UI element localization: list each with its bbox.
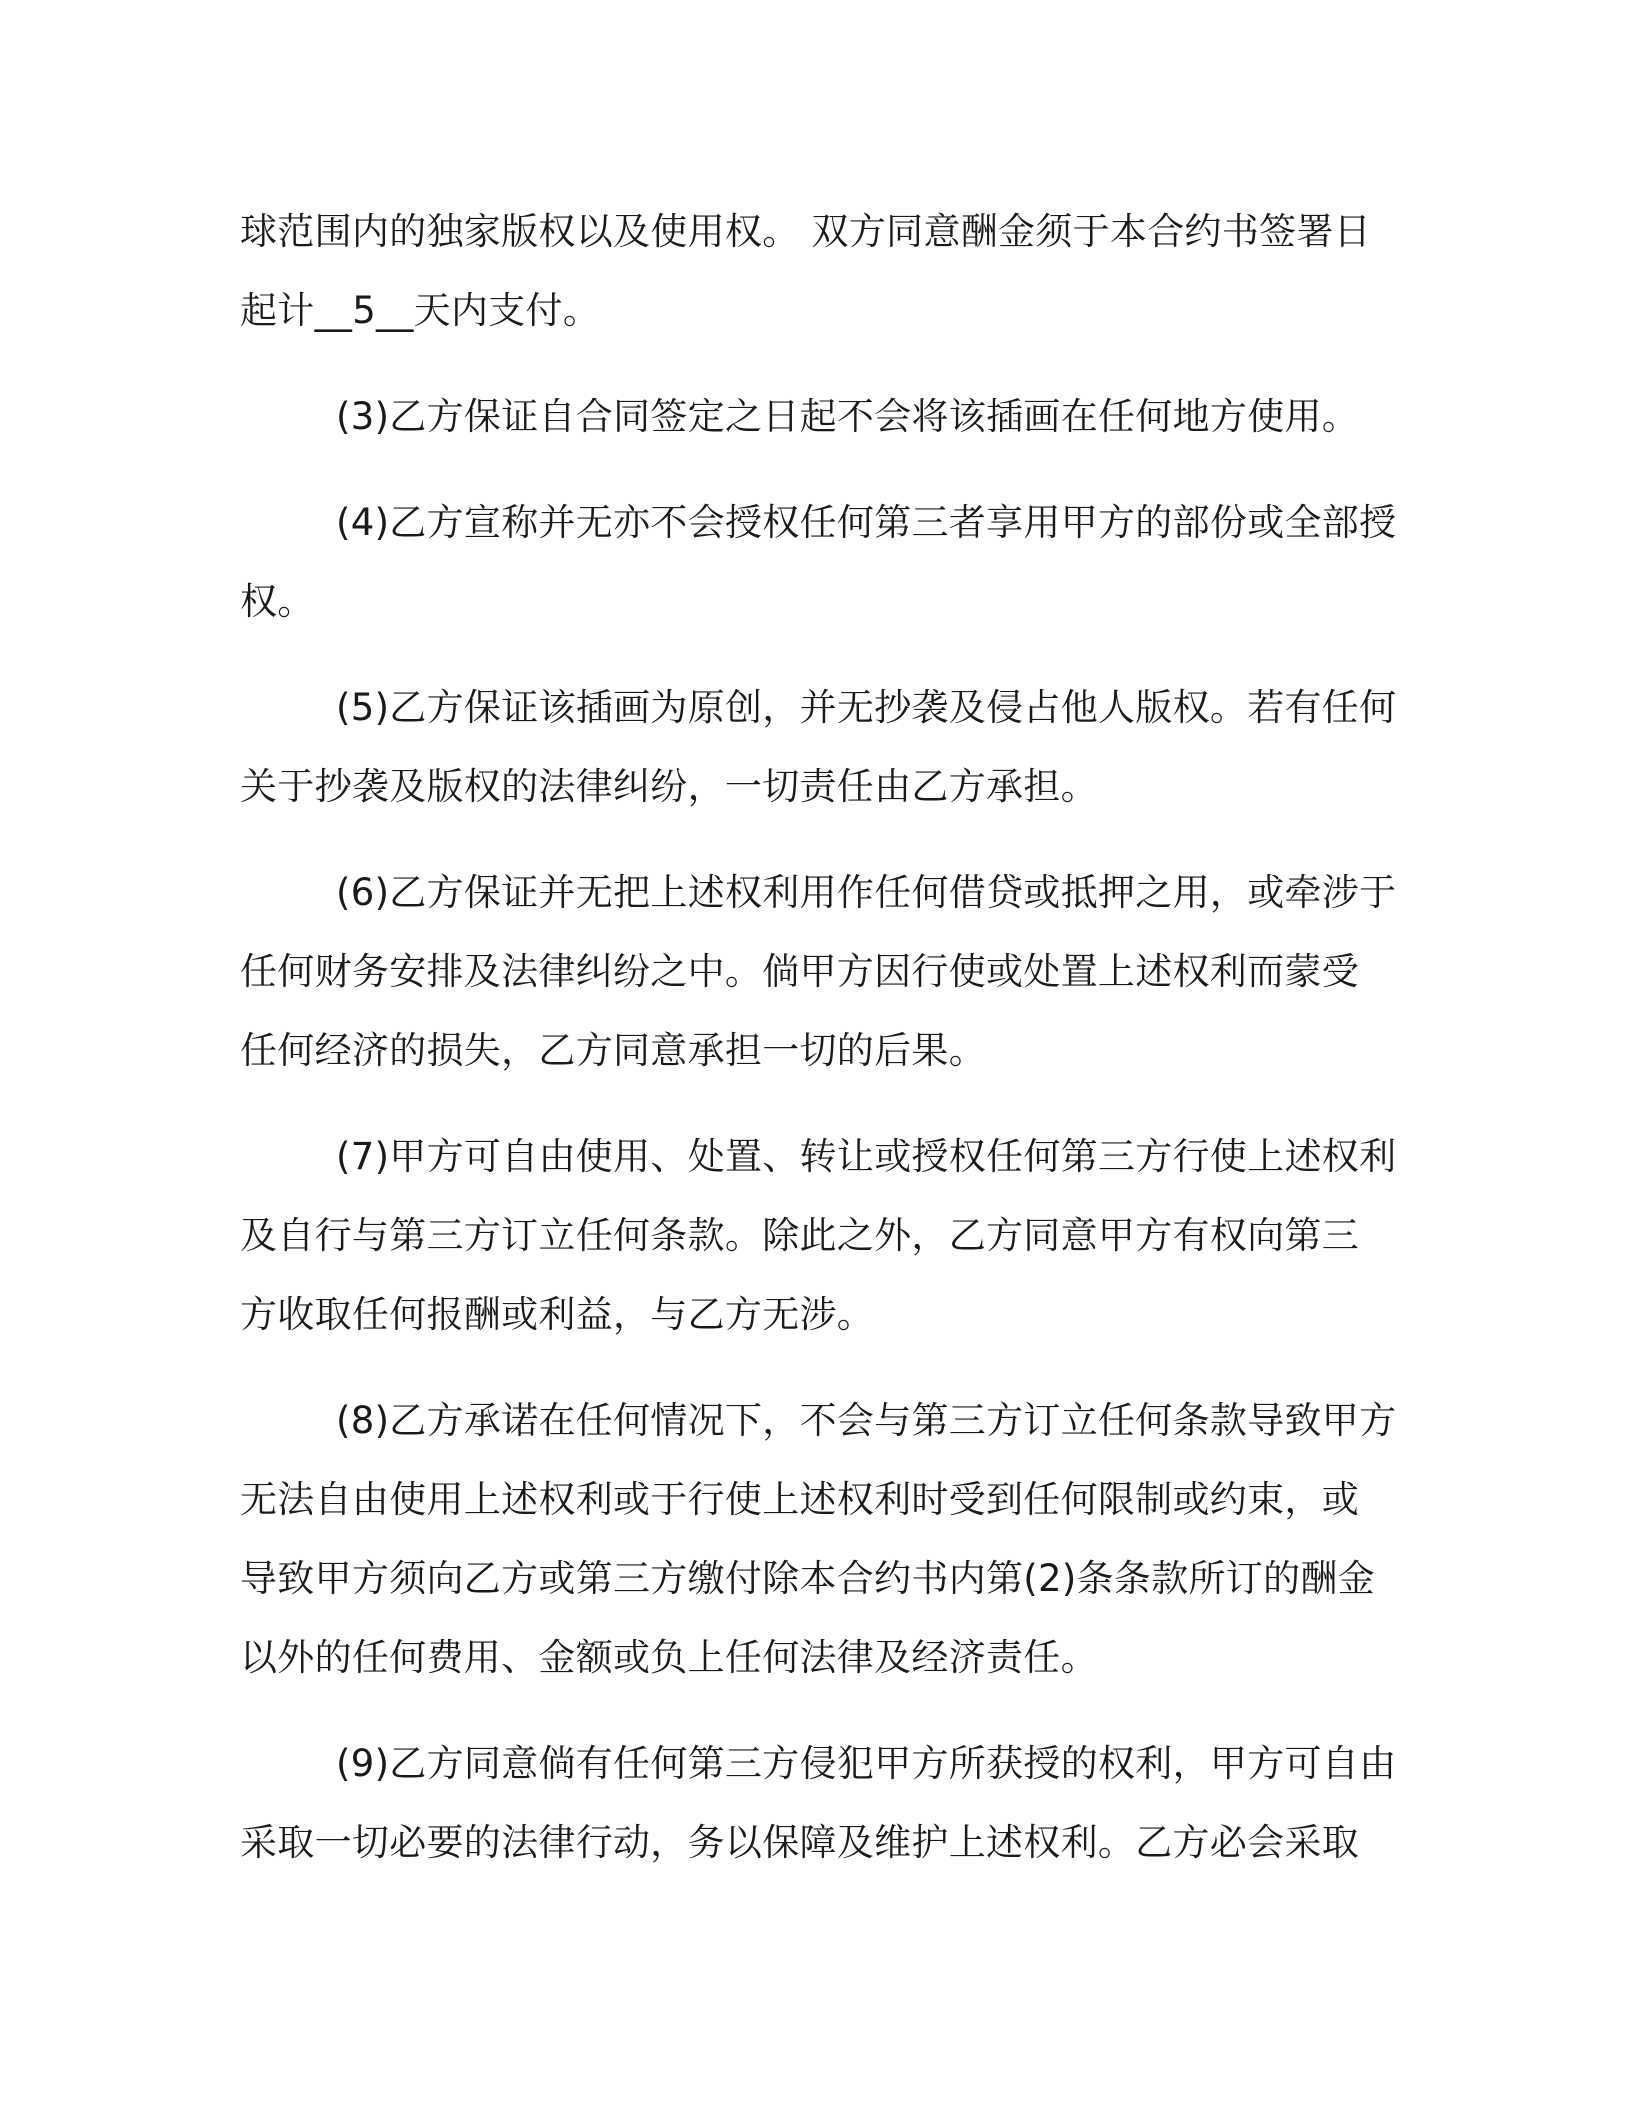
paragraph-clause-9	[240, 1724, 1400, 1882]
text-line: 起计__5__天内支付。	[240, 289, 601, 332]
text-line: (4)乙方宣称并无亦不会授权任何第三者享用甲方的部份或全部授	[336, 501, 1397, 544]
paragraph-clause-3	[240, 377, 1400, 456]
text-line: (3)乙方保证自合同签定之日起不会将该插画在任何地方使用。	[336, 395, 1360, 438]
text-line: (8)乙方承诺在任何情况下，不会与第三方订立任何条款导致甲方	[336, 1399, 1397, 1442]
paragraph-clause-2-continued	[240, 192, 1400, 350]
document-body	[240, 192, 1400, 1909]
text-line: 以外的任何费用、金额或负上任何法律及经济责任。	[240, 1636, 1098, 1679]
text-line: 任何经济的损失，乙方同意承担一切的后果。	[240, 1029, 986, 1072]
text-line: (7)甲方可自由使用、处置、转让或授权任何第三方行使上述权利	[336, 1135, 1397, 1178]
paragraph-clause-4	[240, 483, 1400, 641]
text-line: 采取一切必要的法律行动，务以保障及维护上述权利。乙方必会采取	[240, 1821, 1359, 1864]
paragraph-clause-5	[240, 668, 1400, 826]
text-line: (5)乙方保证该插画为原创，并无抄袭及侵占他人版权。若有任何	[336, 686, 1397, 729]
text-line: 无法自由使用上述权利或于行使上述权利时受到任何限制或约束，或	[240, 1478, 1359, 1521]
text-line: 及自行与第三方订立任何条款。除此之外，乙方同意甲方有权向第三	[240, 1214, 1359, 1257]
text-line: 任何财务安排及法律纠纷之中。倘甲方因行使或处置上述权利而蒙受	[240, 950, 1359, 993]
paragraph-clause-7	[240, 1117, 1400, 1354]
text-line: 关于抄袭及版权的法律纠纷，一切责任由乙方承担。	[240, 765, 1098, 808]
paragraph-clause-6	[240, 853, 1400, 1090]
text-line: (6)乙方保证并无把上述权利用作任何借贷或抵押之用，或牵涉于	[336, 871, 1397, 914]
paragraph-clause-8	[240, 1381, 1400, 1697]
text-line: 导致甲方须向乙方或第三方缴付除本合约书内第(2)条条款所订的酬金	[240, 1557, 1376, 1600]
text-line: 球范围内的独家版权以及使用权。 双方同意酬金须于本合约书签署日	[240, 210, 1372, 253]
text-line: 权。	[240, 580, 315, 623]
text-line: (9)乙方同意倘有任何第三方侵犯甲方所获授的权利，甲方可自由	[336, 1742, 1397, 1785]
text-line: 方收取任何报酬或利益，与乙方无涉。	[240, 1293, 875, 1336]
